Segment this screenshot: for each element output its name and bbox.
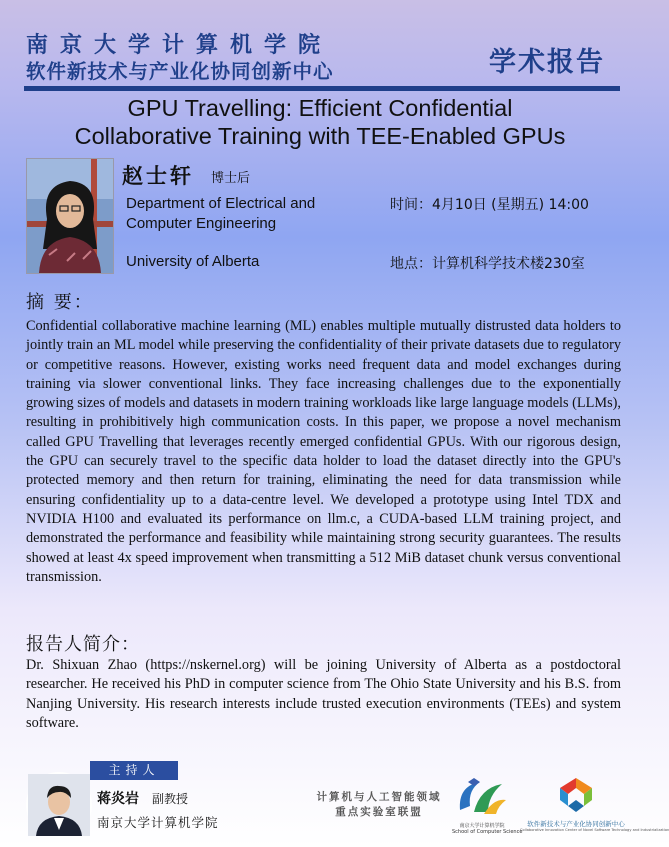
innovation-center-logo-icon — [556, 776, 596, 814]
cs-school-logo-icon — [454, 776, 510, 818]
innovation-center-logo — [520, 776, 669, 832]
bio-heading: 报告人简介： — [26, 634, 140, 655]
speaker-department: Department of Electrical and Computer Engineering — [126, 195, 316, 232]
series-title: 学术报告 — [489, 47, 605, 78]
speaker-photo — [26, 158, 114, 274]
lab-logo-line-1: 计算机与人工智能领域 — [316, 791, 442, 803]
host-photo — [26, 772, 92, 838]
center-logo-caption-en: Collaborative Innovation Center of Novel Software Technology and Industrialization — [520, 828, 669, 832]
center-name: 软件新技术与产业化协同创新中心 — [26, 60, 334, 83]
cs-logo-caption-en: School of Computer Science — [452, 829, 523, 835]
speaker-position: 博士后 — [211, 171, 251, 186]
lab-logo-line-2: 重点实验室联盟 — [335, 806, 423, 818]
university-name: 南京大学计算机学院 — [26, 33, 333, 58]
cs-logo-caption: 南京大学计算机学院 — [459, 823, 505, 829]
talk-title-line-2: Collaborative Training with TEE-Enabled GPUs — [74, 123, 566, 149]
abstract-text: Confidential collaborative machine learning (ML) enables multiple mutually distrusted data holders to jointly train an ML model while preserving the confidentiality of their private datasets due to regulatory or competitive reasons. However, existing works need frequent data and model exchanges during training via slower conventional links. They face increasing challenges due to the exponentially growing sizes of models and datasets in modern training workloads like large language models (LLMs), resulting in prohibitively high communication costs. In this paper, we propose a novel mechanism called GPU Travelling that leverages recently emerged confidential GPUs. With our rigorous design, the GPU can securely travel to the specific data holder to load the dataset directly into the GPU's protected memory and then return for training, eliminating the need for data transmission while ensuring confidentiality up to a data-centre level. We developed a prototype using Intel TDX and NVIDIA H100 and evaluated its performance on llm.c, a CUDA-based LLM training project, and demonstrated the performance and feasibility while maintaining strong security guarantees. The results showed at least 4x speed improvement when transmitting a 512 MiB dataset chunk versus conventional transmission. — [26, 318, 621, 585]
talk-time: 时间：4月10日 (星期五) 14:00 — [390, 197, 589, 213]
center-logo-caption: 软件新技术与产业化协同创新中心 — [527, 820, 625, 828]
host-title: 副教授 — [152, 792, 189, 806]
lab-alliance-logo — [310, 790, 448, 820]
talk-title-line-1: GPU Travelling: Efficient Confidential — [127, 95, 513, 121]
host-org: 南京大学计算机学院 — [97, 815, 219, 830]
host-label: 主持人 — [90, 761, 178, 780]
bio-text: Dr. Shixuan Zhao (https://nskernel.org) will be joining University of Alberta as a postdoctoral researcher. He received his PhD in computer science from The Ohio State University and his B.S. from Nanjing University. His research interests include trusted execution environments (TEEs) and system software. — [26, 657, 621, 731]
header-divider — [24, 86, 620, 91]
host-name: 蒋炎岩 — [97, 791, 139, 807]
talk-place: 地点：计算机科学技术楼230室 — [390, 256, 585, 272]
speaker-name: 赵士轩 — [122, 163, 194, 188]
abstract-heading: 摘 要： — [26, 292, 94, 313]
talk-title — [20, 94, 620, 150]
speaker-university: University of Alberta — [126, 253, 260, 270]
cs-school-logo — [452, 776, 523, 835]
